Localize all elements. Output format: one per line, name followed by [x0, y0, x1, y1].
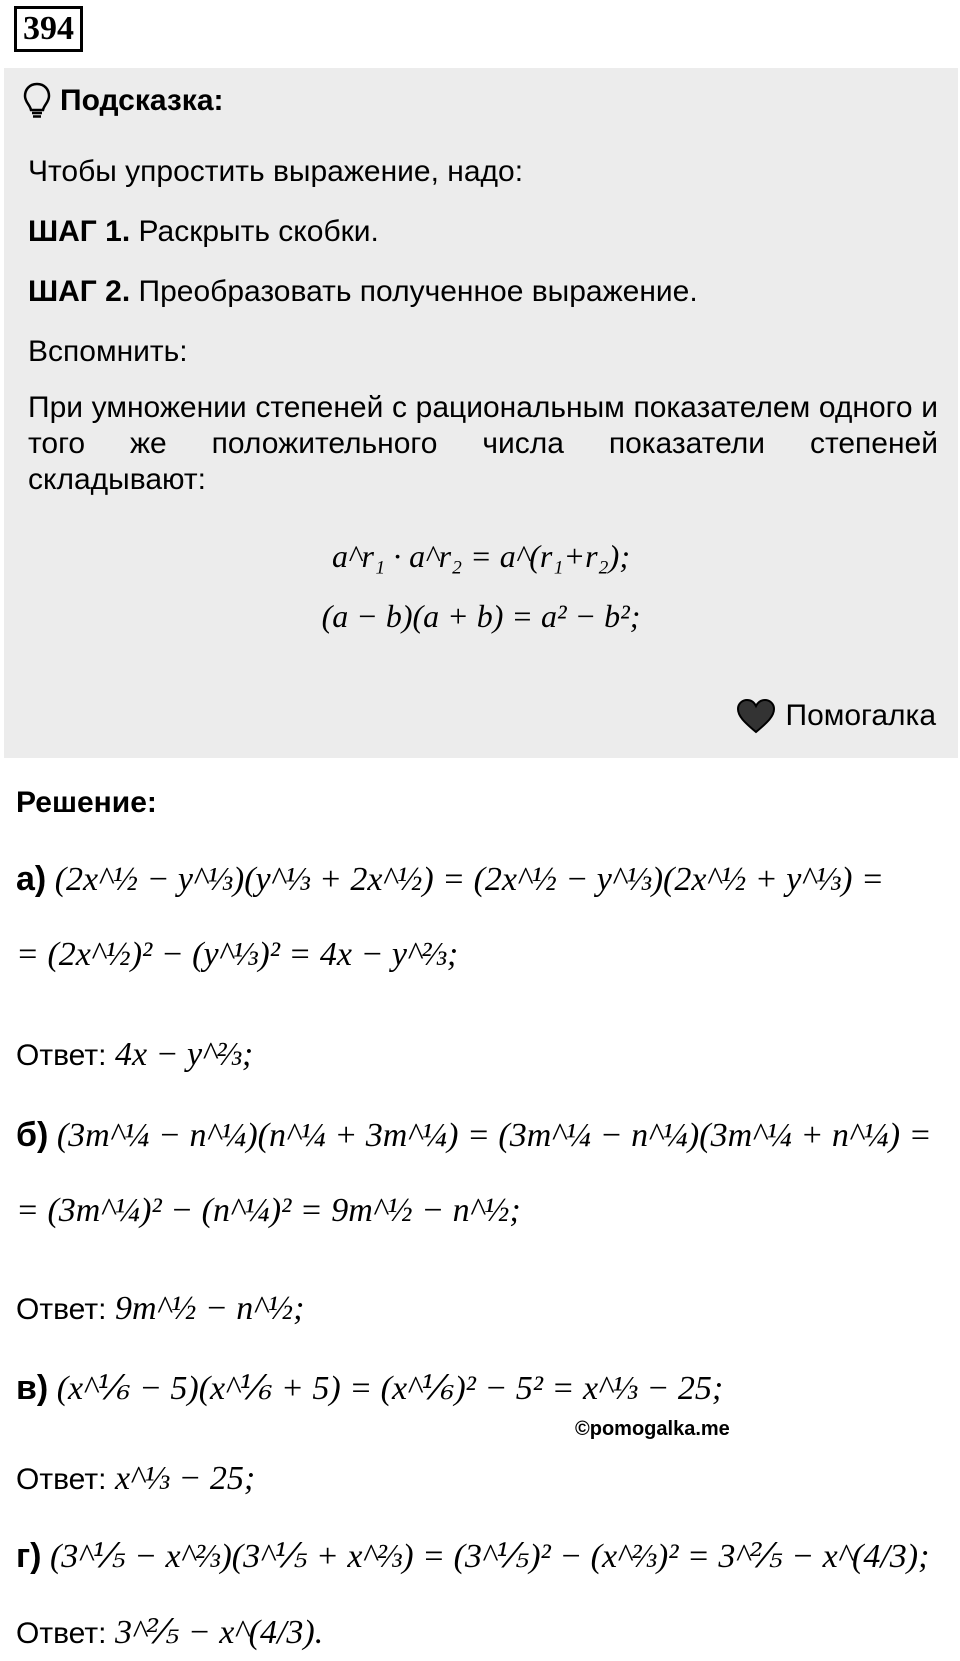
step-1-text: Раскрыть скобки.: [138, 215, 379, 248]
hint-step-1: [28, 214, 379, 250]
brand-badge: [736, 698, 937, 734]
part-a-result: = (2x^½)² − (y^⅓)² = 4x − y^⅔;: [16, 936, 459, 973]
lightbulb-icon: [22, 81, 52, 121]
site-watermark: ©pomogalka.me: [575, 1418, 730, 1440]
formula-power-product: a^r₁ · a^r₂ = a^(r₁+r₂);: [332, 538, 630, 574]
answer-b: [16, 1290, 304, 1328]
hint-intro: Чтобы упростить выражение, надо:: [28, 155, 524, 188]
part-g-expression: (3^⅕ − x^⅔)(3^⅕ + x^⅔) = (3^⅕)² − (x^⅔)² = 3^⅖ − x^(4/3);: [49, 1538, 930, 1575]
answer-g: [16, 1612, 323, 1652]
step-2-text: Преобразовать полученное выражение.: [138, 275, 698, 308]
hint-step-2: [28, 274, 698, 310]
heart-icon: [736, 698, 776, 734]
solution-title: Решение:: [16, 786, 157, 819]
hint-title: Подсказка:: [60, 84, 224, 117]
solution-g-line-1: [16, 1536, 929, 1576]
part-v-expression: (x^⅙ − 5)(x^⅙ + 5) = (x^⅙)² − 5² = x^⅓ − 25;: [56, 1370, 724, 1407]
answer-b-label: Ответ:: [16, 1293, 107, 1326]
part-b-expression: (3m^¼ − n^¼)(n^¼ + 3m^¼) = (3m^¼ − n^¼)(3m^¼ + n^¼) =: [56, 1117, 932, 1154]
part-b-result: = (3m^¼)² − (n^¼)² = 9m^½ − n^½;: [16, 1192, 521, 1229]
solution-b-line-2: [16, 1192, 521, 1230]
hint-remember: Вспомнить:: [28, 335, 188, 368]
part-a-expression: (2x^½ − y^⅓)(y^⅓ + 2x^½) = (2x^½ − y^⅓)(2x^½ + y^⅓) =: [54, 861, 884, 898]
part-v-label: в): [16, 1369, 49, 1407]
solution-a-line-2: [16, 936, 458, 974]
part-a-label: а): [16, 860, 47, 898]
step-2-label: ШАГ 2.: [28, 275, 131, 308]
hint-panel: [4, 68, 958, 758]
answer-b-value: 9m^½ − n^½;: [114, 1290, 305, 1327]
problem-number: 394: [14, 6, 83, 52]
hint-rule: При умножении степеней с рациональным показателем одного и того же положительного числа показатели степеней складывают:: [28, 391, 938, 496]
part-g-label: г): [16, 1537, 42, 1575]
formula-difference-squares: (a − b)(a + b) = a² − b²;: [321, 598, 641, 634]
hint-header: [22, 76, 224, 126]
step-1-label: ШАГ 1.: [28, 215, 131, 248]
answer-v-label: Ответ:: [16, 1463, 107, 1496]
answer-a: [16, 1036, 253, 1074]
answer-g-label: Ответ:: [16, 1617, 107, 1650]
answer-a-value: 4x − y^⅔;: [114, 1036, 254, 1073]
brand-name: Помогалка: [785, 699, 936, 732]
answer-a-label: Ответ:: [16, 1039, 107, 1072]
part-b-label: б): [16, 1116, 49, 1154]
answer-v-value: x^⅓ − 25;: [114, 1460, 256, 1497]
solution-a-line-1: [16, 860, 884, 899]
answer-g-value: 3^⅖ − x^(4/3).: [114, 1614, 324, 1651]
answer-v: [16, 1460, 255, 1498]
solution-b-line-1: [16, 1116, 932, 1155]
solution-v-line-1: [16, 1368, 723, 1408]
